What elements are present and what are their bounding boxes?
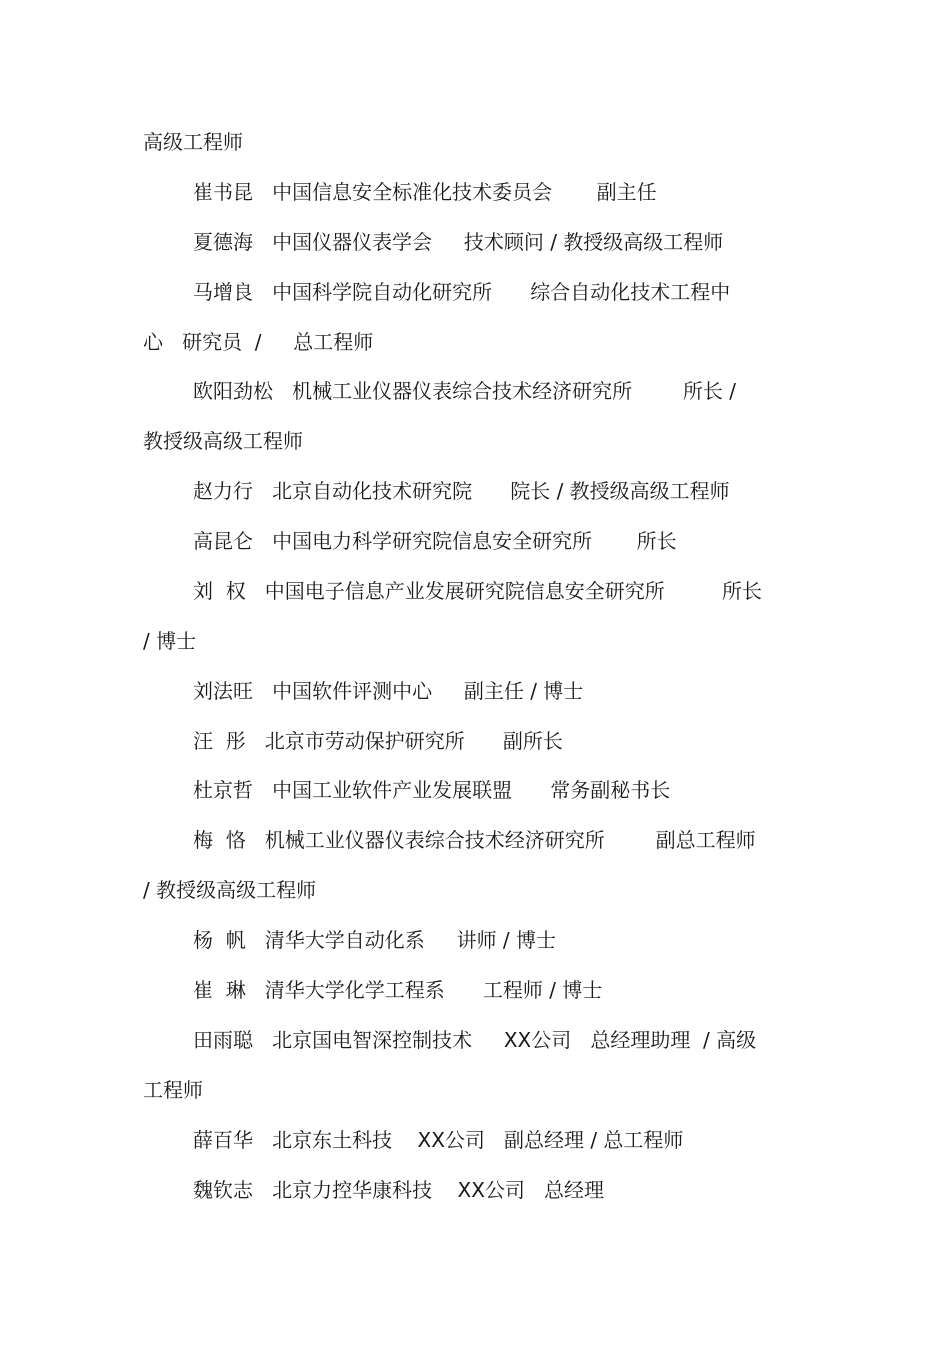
text-line: 心 研究员 / 总工程师 <box>143 330 374 354</box>
text-line: 高级工程师 <box>143 130 243 154</box>
text-line: 崔书昆 中国信息安全标准化技术委员会 副主任 <box>193 180 657 204</box>
text-line: / 教授级高级工程师 <box>143 878 317 902</box>
text-line: 魏钦志 北京力控华康科技 XX公司 总经理 <box>193 1178 604 1202</box>
text-line: 赵力行 北京自动化技术研究院 院长 / 教授级高级工程师 <box>193 479 730 503</box>
text-line: 田雨聪 北京国电智深控制技术 XX公司 总经理助理 / 高级 <box>193 1028 757 1052</box>
text-line: 高昆仑 中国电力科学研究院信息安全研究所 所长 <box>193 529 677 553</box>
text-line: 教授级高级工程师 <box>143 429 303 453</box>
text-line: 梅 恪 机械工业仪器仪表综合技术经济研究所 副总工程师 <box>193 828 756 852</box>
text-line: 马增良 中国科学院自动化研究所 综合自动化技术工程中 <box>193 280 731 304</box>
text-line: 杜京哲 中国工业软件产业发展联盟 常务副秘书长 <box>193 778 671 802</box>
text-line: 汪 彤 北京市劳动保护研究所 副所长 <box>193 729 563 753</box>
text-line: 刘 权 中国电子信息产业发展研究院信息安全研究所 所长 <box>193 579 763 603</box>
text-line: 杨 帆 清华大学自动化系 讲师 / 博士 <box>193 928 557 952</box>
text-line: 夏德海 中国仪器仪表学会 技术顾问 / 教授级高级工程师 <box>193 230 724 254</box>
text-line: 工程师 <box>143 1078 203 1102</box>
text-line: 刘法旺 中国软件评测中心 副主任 / 博士 <box>193 679 584 703</box>
text-line: 欧阳劲松 机械工业仪器仪表综合技术经济研究所 所长 / <box>193 379 737 403</box>
text-line: 崔 琳 清华大学化学工程系 工程师 / 博士 <box>193 978 603 1002</box>
text-line: / 博士 <box>143 629 197 653</box>
text-line: 薛百华 北京东土科技 XX公司 副总经理 / 总工程师 <box>193 1128 684 1152</box>
